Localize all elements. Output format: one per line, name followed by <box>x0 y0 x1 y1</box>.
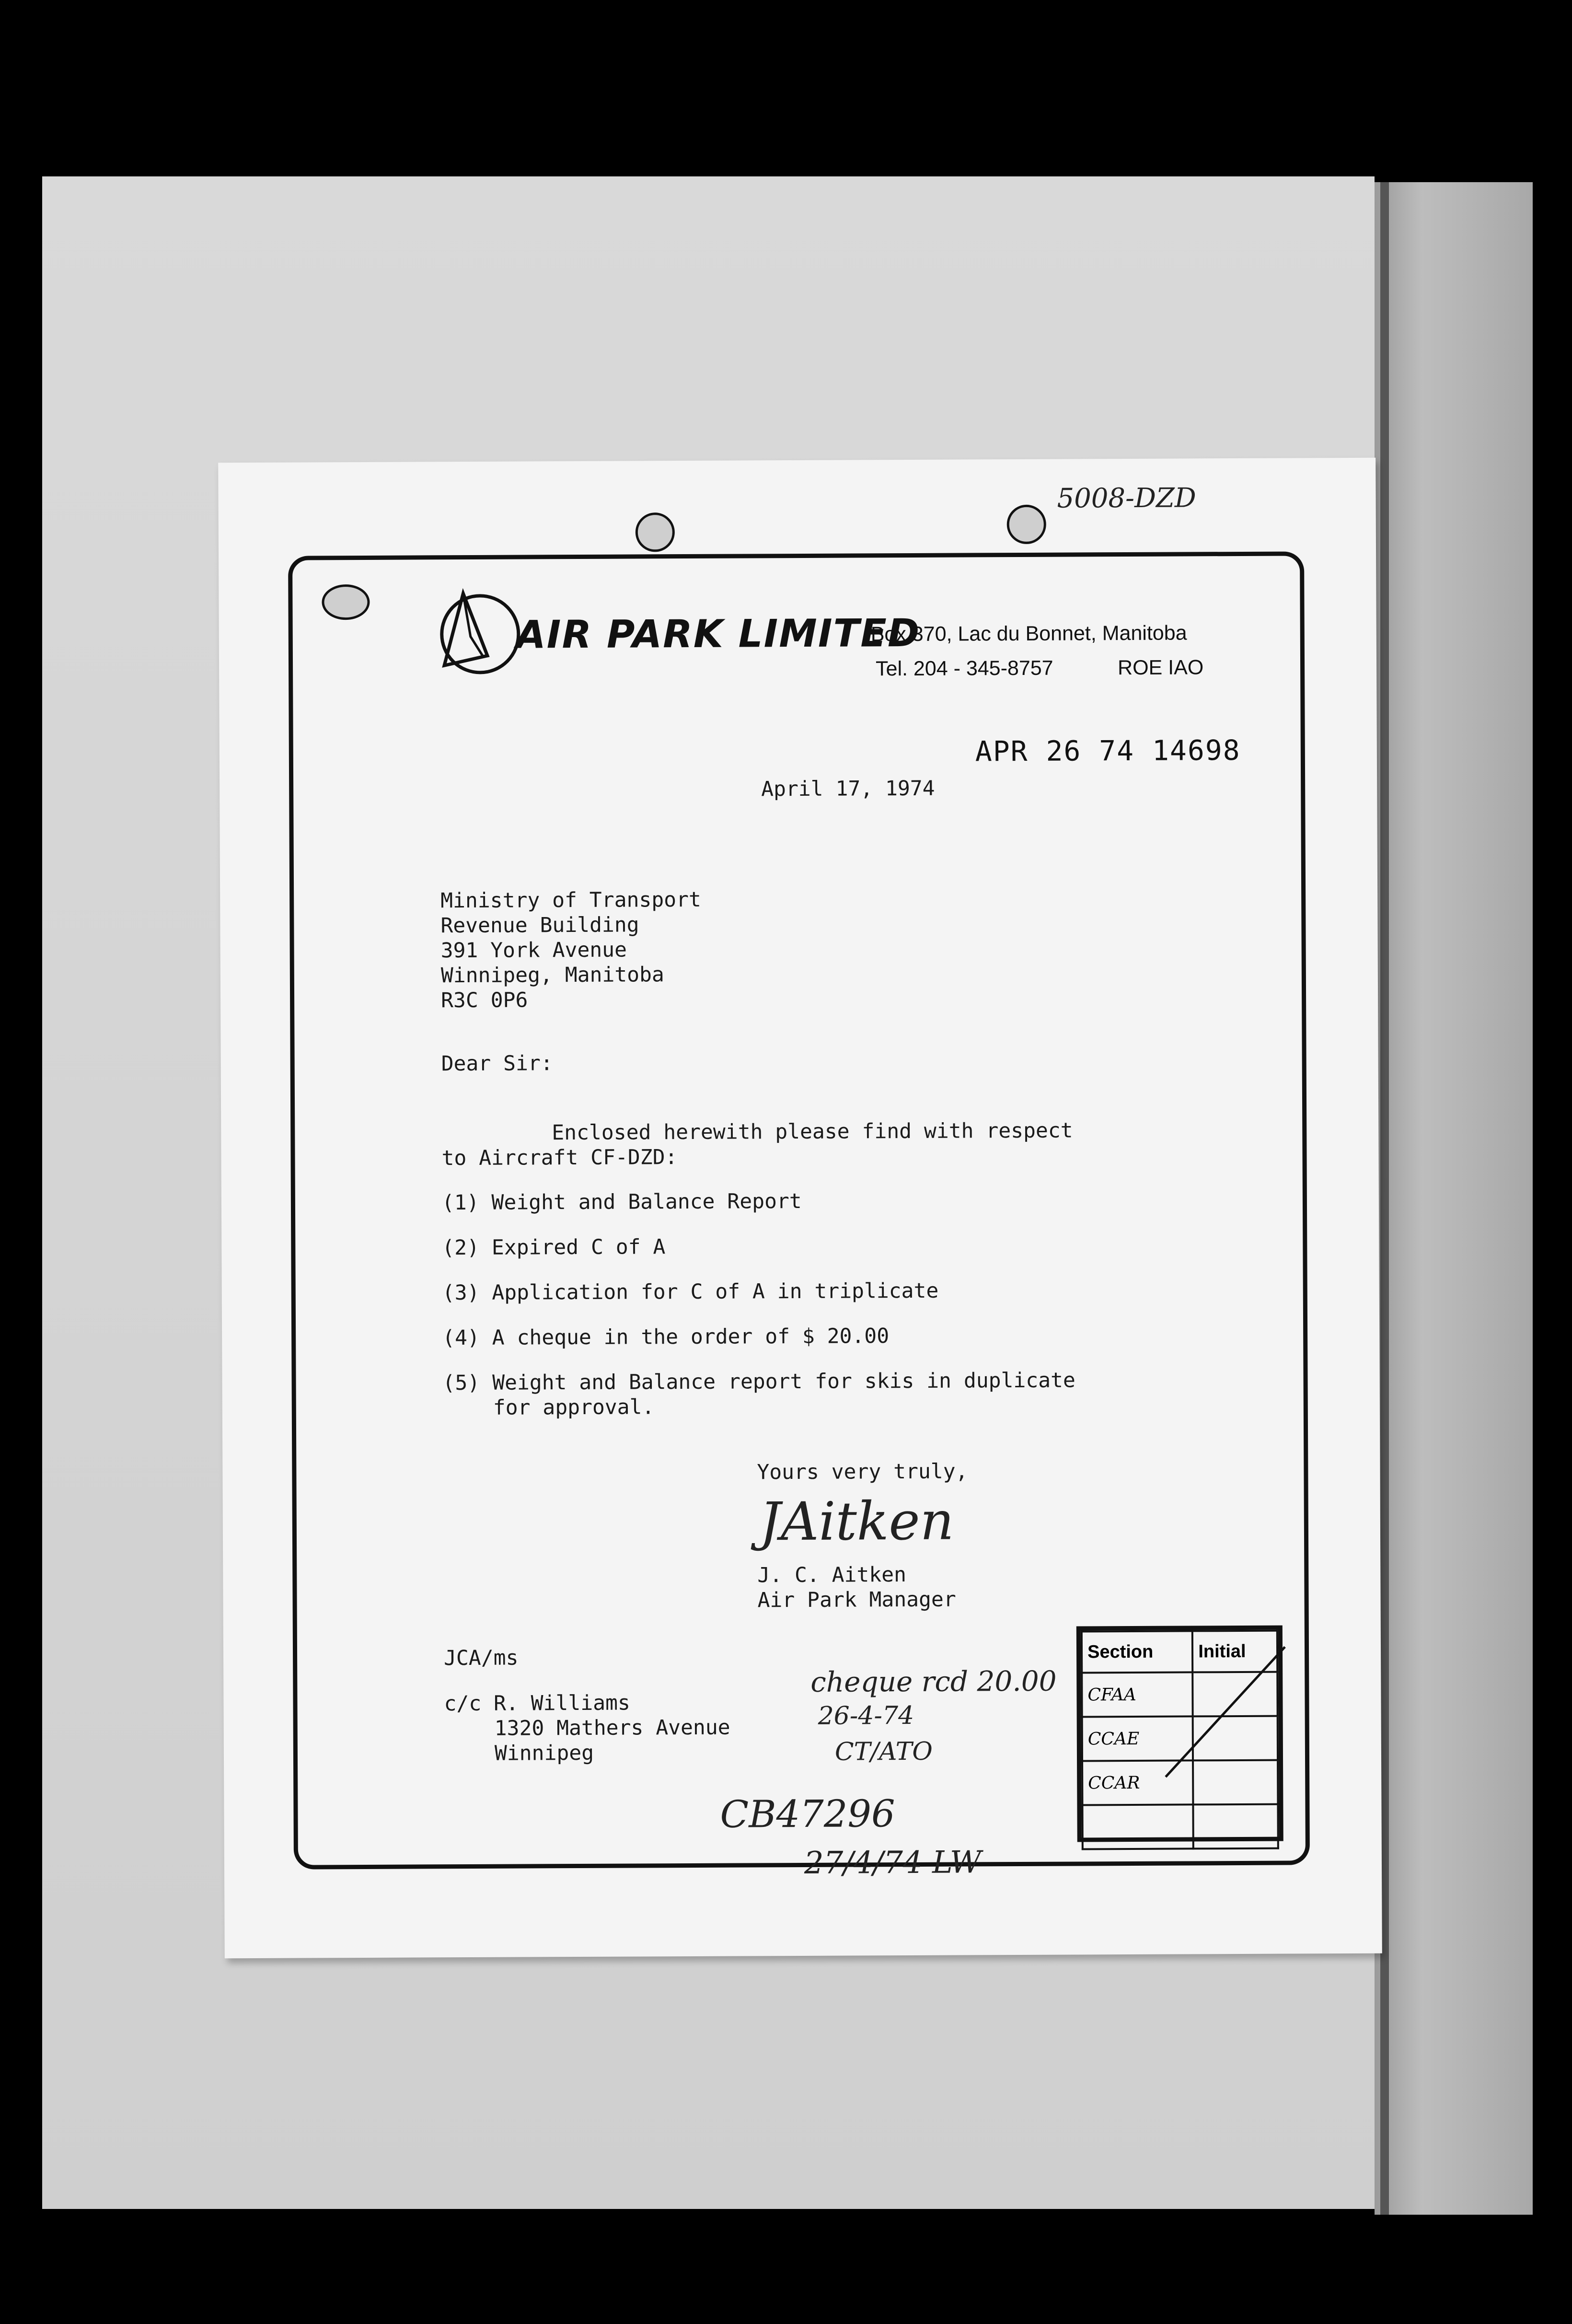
signer-title: Air Park Manager <box>757 1587 956 1613</box>
signer-name: J. C. Aitken <box>757 1563 907 1588</box>
intro-text: to Aircraft CF-DZD: <box>441 1145 678 1171</box>
enclosure-item: (2) Expired C of A <box>442 1235 666 1260</box>
closing: Yours very truly, <box>757 1459 968 1485</box>
received-stamp: APR 26 74 14698 <box>975 733 1241 768</box>
routing-row-label: CCAE <box>1082 1716 1193 1761</box>
receipt-date: 27/4/74 LW <box>804 1845 982 1881</box>
routing-box <box>1076 1626 1283 1842</box>
punch-hole <box>636 512 675 552</box>
cheque-date: 26-4-74 <box>818 1701 914 1731</box>
recipient-line: Revenue Building <box>440 913 639 938</box>
enclosure-item: (3) Application for C of A in triplicate <box>442 1278 939 1305</box>
company-telephone: Tel. 204 - 345-8757 <box>875 656 1053 681</box>
folder-binding-strip <box>1375 182 1533 2215</box>
routing-row-initial <box>1193 1716 1278 1761</box>
company-postal-code: ROE IAO <box>1117 656 1204 680</box>
routing-row-initial <box>1193 1804 1278 1849</box>
company-address: Box 370, Lac du Bonnet, Manitoba <box>870 621 1187 646</box>
recipient-line: Winnipeg, Manitoba <box>440 963 664 988</box>
recipient-line: 391 York Avenue <box>440 938 627 963</box>
routing-header-initial: Initial <box>1192 1631 1277 1673</box>
letter-date: April 17, 1974 <box>761 776 935 802</box>
typist-initials: JCA/ms <box>443 1646 519 1671</box>
cheque-initials: CT/ATO <box>834 1737 933 1766</box>
enclosure-item: (4) A cheque in the order of $ 20.00 <box>442 1324 890 1350</box>
routing-row-label: CCAR <box>1082 1760 1193 1805</box>
cc-line: Winnipeg <box>494 1741 594 1766</box>
receipt-number: CB47296 <box>720 1792 895 1836</box>
letter-sheet <box>218 458 1382 1959</box>
company-logo-icon <box>429 584 521 680</box>
intro-text: Enclosed herewith please find with respect <box>552 1118 1073 1145</box>
recipient-line: Ministry of Transport <box>440 887 701 913</box>
cc-line: 1320 Mathers Avenue <box>494 1715 730 1741</box>
file-reference: 5008-DZD <box>1057 482 1196 514</box>
recipient-line: R3C 0P6 <box>440 988 528 1013</box>
enclosure-item: (5) Weight and Balance report for skis in duplicate <box>442 1368 1075 1395</box>
routing-row-label <box>1082 1804 1193 1849</box>
company-name: AIR PARK LIMITED <box>516 610 921 657</box>
cheque-note: cheque rcd 20.00 <box>810 1664 1057 1698</box>
enclosure-item: (1) Weight and Balance Report <box>441 1189 802 1215</box>
routing-row-initial <box>1192 1672 1277 1717</box>
routing-header-section: Section <box>1082 1631 1193 1673</box>
routing-row-initial <box>1193 1760 1278 1805</box>
punch-hole <box>1007 505 1046 544</box>
cc-line: c/c R. Williams <box>444 1691 630 1716</box>
salutation: Dear Sir: <box>441 1051 553 1076</box>
routing-row-label: CFAA <box>1082 1672 1193 1717</box>
enclosure-item-continuation: for approval. <box>493 1395 655 1420</box>
signature: JAitken <box>759 1490 954 1553</box>
